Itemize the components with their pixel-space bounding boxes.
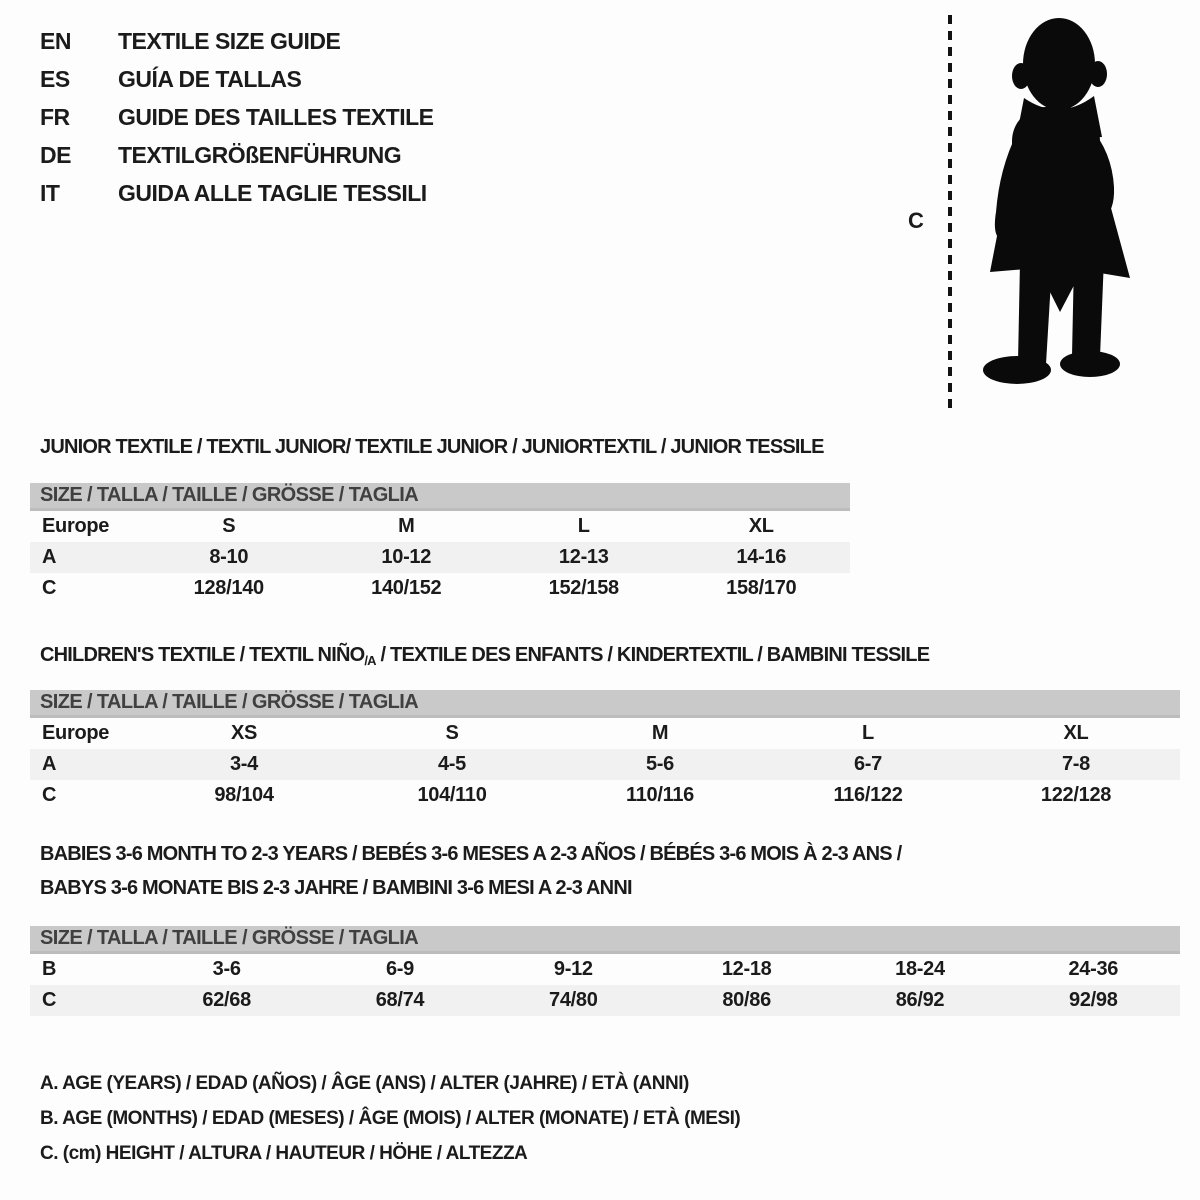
measurement-legend (40, 1066, 740, 1171)
row-label-a: A (42, 753, 57, 775)
months-value: 3-6 (212, 958, 241, 980)
language-row-en (40, 28, 434, 55)
height-value: 110/116 (626, 784, 694, 806)
table-row-age (30, 749, 1180, 780)
months-value: 12-18 (721, 958, 772, 980)
height-value: 122/128 (1040, 784, 1112, 806)
language-code: ES (40, 66, 70, 92)
table-row-height (30, 573, 850, 604)
row-label-c: C (42, 577, 57, 599)
legend-line-age-months: B. AGE (MONTHS) / EDAD (MESES) / ÂGE (MOIS) / ALTER (MONATE) / ETÀ (MESI) (40, 1107, 741, 1129)
months-value: 6-9 (385, 958, 414, 980)
language-code: DE (40, 142, 71, 168)
row-label-b: B (42, 958, 57, 980)
language-row-de (40, 142, 434, 169)
language-code: FR (40, 104, 70, 130)
row-label-c: C (42, 989, 57, 1011)
table-row-height (30, 985, 1180, 1016)
table-row-height (30, 780, 1180, 811)
size-column-l: L (862, 722, 874, 744)
legend-line-age-years: A. AGE (YEARS) / EDAD (AÑOS) / ÂGE (ANS) / ALTER (JAHRE) / ETÀ (ANNI) (40, 1072, 689, 1094)
children-size-table (30, 690, 1180, 811)
age-value: 8-10 (209, 546, 249, 568)
height-value: 128/140 (193, 577, 264, 599)
height-measure-dashed-line (948, 15, 952, 415)
height-value: 80/86 (722, 989, 771, 1011)
guide-title-de: TEXTILGRÖßENFÜHRUNG (118, 142, 402, 168)
age-value: 3-4 (229, 753, 258, 775)
junior-size-table (30, 483, 850, 604)
babies-section-heading-line2: BABYS 3-6 MONATE BIS 2-3 JAHRE / BAMBINI 3-6 MESI A 2-3 ANNI (40, 877, 632, 899)
height-value: 86/92 (895, 989, 945, 1011)
size-column-m: M (398, 515, 415, 537)
height-value: 140/152 (371, 577, 442, 599)
age-value: 6-7 (853, 753, 882, 775)
guide-title-it: GUIDA ALLE TAGLIE TESSILI (118, 180, 427, 206)
babies-size-table (30, 926, 1180, 1016)
babies-section-heading-line1: BABIES 3-6 MONTH TO 2-3 YEARS / BEBÉS 3-6 MESES A 2-3 AÑOS / BÉBÉS 3-6 MOIS À 2-3 ANS / (40, 843, 902, 865)
language-row-fr (40, 104, 434, 131)
height-value: 158/170 (726, 577, 797, 599)
row-label-a: A (42, 546, 57, 568)
height-value: 104/110 (417, 784, 487, 806)
language-row-it (40, 180, 434, 207)
guide-title-es: GUÍA DE TALLAS (118, 66, 302, 92)
height-value: 152/158 (548, 577, 619, 599)
size-column-m: M (651, 722, 669, 744)
size-column-l: L (577, 515, 590, 537)
size-column-xs: XS (230, 722, 258, 744)
language-row-es (40, 66, 434, 93)
months-value: 24-36 (1068, 958, 1119, 980)
table-row-age (30, 542, 850, 573)
language-title-list (40, 28, 434, 207)
months-value: 9-12 (553, 958, 593, 980)
size-column-s: S (445, 722, 459, 744)
months-value: 18-24 (895, 958, 945, 980)
children-heading-subscript: /A (364, 653, 376, 668)
language-code: EN (40, 28, 71, 54)
table-row-europe (30, 718, 1180, 749)
table-row-months (30, 954, 1180, 985)
size-header-bar: SIZE / TALLA / TAILLE / GRÖSSE / TAGLIA (30, 926, 1180, 954)
size-column-s: S (222, 515, 236, 537)
row-label-europe: Europe (42, 515, 110, 537)
height-measure-label: C (908, 208, 924, 233)
height-value: 98/104 (214, 784, 274, 806)
size-header-bar: SIZE / TALLA / TAILLE / GRÖSSE / TAGLIA (30, 483, 850, 511)
height-value: 62/68 (202, 989, 251, 1011)
row-label-c: C (42, 784, 57, 806)
children-section-heading (40, 644, 929, 668)
height-value: 74/80 (549, 989, 598, 1011)
table-row-europe (30, 511, 850, 542)
height-value: 116/122 (833, 784, 903, 806)
guide-title-en: TEXTILE SIZE GUIDE (118, 28, 341, 54)
age-value: 5-6 (645, 753, 674, 775)
size-column-xl: XL (748, 515, 774, 537)
size-header-bar: SIZE / TALLA / TAILLE / GRÖSSE / TAGLIA (30, 690, 1180, 718)
height-value: 92/98 (1069, 989, 1118, 1011)
junior-section-heading: JUNIOR TEXTILE / TEXTIL JUNIOR/ TEXTILE JUNIOR / JUNIORTEXTIL / JUNIOR TESSILE (40, 436, 824, 458)
legend-line-height: C. (cm) HEIGHT / ALTURA / HAUTEUR / HÖHE / ALTEZZA (40, 1142, 528, 1164)
age-value: 14-16 (736, 546, 787, 568)
language-code: IT (40, 180, 60, 206)
children-heading-text: / TEXTILE DES ENFANTS / KINDERTEXTIL / BAMBINI TESSILE (375, 644, 930, 666)
guide-title-fr: GUIDE DES TAILLES TEXTILE (118, 104, 434, 130)
height-value: 68/74 (375, 989, 425, 1011)
age-value: 4-5 (437, 753, 466, 775)
children-heading-text: CHILDREN'S TEXTILE / TEXTIL NIÑO (40, 644, 365, 666)
row-label-europe: Europe (42, 722, 110, 744)
toddler-silhouette-illustration (962, 12, 1147, 417)
age-value: 12-13 (558, 546, 609, 568)
age-value: 7-8 (1061, 753, 1090, 775)
size-column-xl: XL (1063, 722, 1089, 744)
age-value: 10-12 (381, 546, 432, 568)
